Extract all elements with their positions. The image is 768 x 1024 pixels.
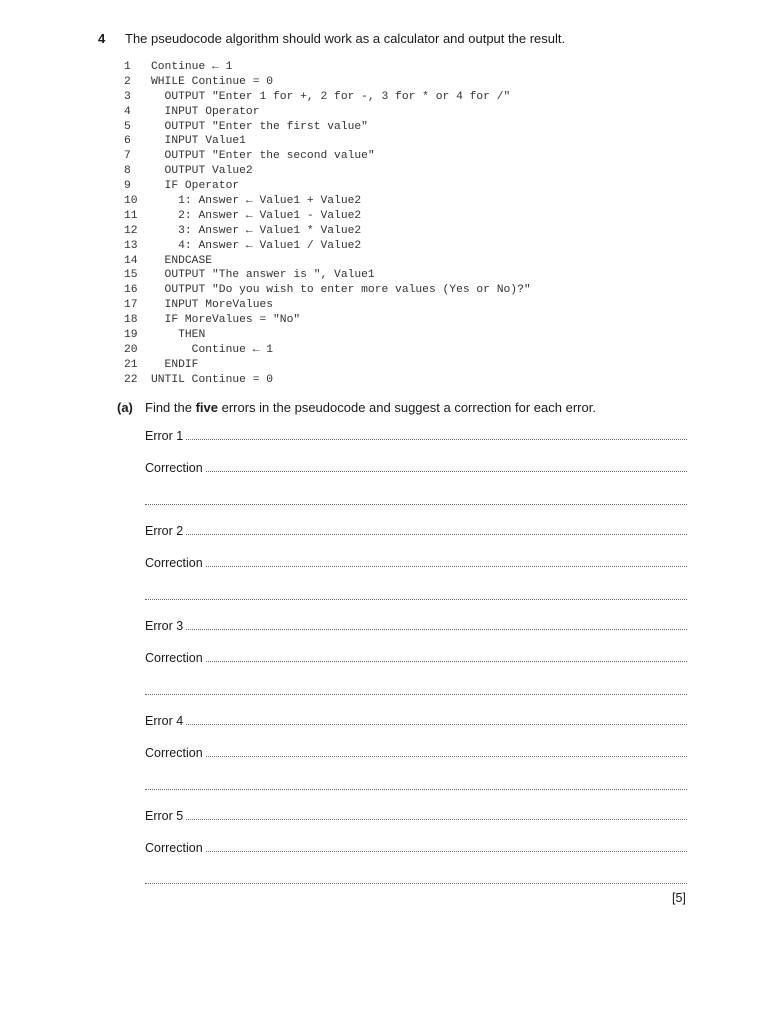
error-3-label: Error 3 — [145, 619, 184, 633]
code-text: ENDIF — [151, 358, 199, 371]
code-text: Continue ← 1 — [151, 343, 274, 356]
correction-5-label: Correction — [145, 841, 203, 855]
correction-4-line[interactable] — [145, 746, 687, 760]
correction-1-line[interactable] — [145, 461, 687, 475]
code-line — [124, 75, 531, 90]
pseudocode-block — [124, 60, 531, 388]
question-text: The pseudocode algorithm should work as a calculator and output the result. — [125, 31, 566, 46]
code-text: THEN — [151, 329, 206, 342]
code-line — [124, 60, 531, 75]
line-number: 11 — [124, 209, 138, 222]
code-text: 4: Answer ← Value1 / Value2 — [151, 239, 362, 252]
code-text: OUTPUT "Do you wish to enter more values (Yes or No)?" — [151, 284, 531, 297]
correction-3-label: Correction — [145, 651, 203, 665]
code-line — [124, 224, 531, 239]
code-line — [124, 149, 531, 164]
line-number: 9 — [124, 180, 131, 193]
code-line — [124, 179, 531, 194]
line-number: 19 — [124, 329, 138, 342]
code-text: WHILE Continue = 0 — [151, 75, 274, 88]
error-2-line[interactable] — [145, 524, 687, 538]
code-line — [124, 358, 531, 373]
line-number: 5 — [124, 120, 131, 133]
code-text: INPUT Operator — [151, 105, 260, 118]
line-number: 4 — [124, 105, 131, 118]
part-a-text-before: Find the — [145, 400, 196, 415]
code-line — [124, 105, 531, 120]
code-text: INPUT Value1 — [151, 135, 246, 148]
line-number: 1 — [124, 61, 131, 73]
line-number: 10 — [124, 195, 138, 208]
line-number: 21 — [124, 358, 138, 371]
line-number: 16 — [124, 284, 138, 297]
code-line — [124, 343, 531, 358]
code-line — [124, 209, 531, 224]
correction-1-continuation[interactable] — [145, 503, 687, 505]
error-4-label: Error 4 — [145, 714, 184, 728]
code-text: IF Operator — [151, 180, 240, 193]
error-4-line[interactable] — [145, 714, 687, 728]
code-text: UNTIL Continue = 0 — [151, 373, 274, 386]
part-a-text-bold: five — [195, 400, 218, 415]
code-line — [124, 298, 531, 313]
code-text: ENDCASE — [151, 254, 213, 267]
code-line — [124, 90, 531, 105]
correction-4-label: Correction — [145, 746, 203, 760]
line-number: 3 — [124, 90, 131, 103]
line-number: 15 — [124, 269, 138, 282]
part-a-instruction — [145, 400, 596, 415]
correction-3-continuation[interactable] — [145, 693, 687, 695]
error-5-label: Error 5 — [145, 809, 184, 823]
code-text: OUTPUT "Enter the second value" — [151, 150, 375, 163]
line-number: 8 — [124, 165, 131, 178]
correction-2-continuation[interactable] — [145, 598, 687, 600]
correction-1-label: Correction — [145, 461, 203, 475]
code-text: IF MoreValues = "No" — [151, 314, 301, 327]
error-1-line[interactable] — [145, 429, 687, 443]
code-line — [124, 120, 531, 135]
line-number: 20 — [124, 343, 138, 356]
correction-5-continuation[interactable] — [145, 882, 687, 884]
part-a-label: (a) — [117, 400, 133, 415]
error-3-line[interactable] — [145, 619, 687, 633]
code-text: OUTPUT "The answer is ", Value1 — [151, 269, 375, 282]
code-text: OUTPUT "Enter the first value" — [151, 120, 368, 133]
part-a-text-after: errors in the pseudocode and suggest a correction for each error. — [218, 400, 596, 415]
line-number: 22 — [124, 373, 138, 386]
code-text: 1: Answer ← Value1 + Value2 — [151, 195, 362, 208]
code-line — [124, 254, 531, 269]
code-line — [124, 194, 531, 209]
correction-4-continuation[interactable] — [145, 788, 687, 790]
line-number: 7 — [124, 150, 131, 163]
line-number: 6 — [124, 135, 131, 148]
marks-total: [5] — [672, 891, 686, 905]
code-text: OUTPUT Value2 — [151, 165, 253, 178]
code-line — [124, 164, 531, 179]
code-line — [124, 283, 531, 298]
correction-3-line[interactable] — [145, 651, 687, 665]
code-line — [124, 373, 531, 388]
correction-2-label: Correction — [145, 556, 203, 570]
code-line — [124, 134, 531, 149]
line-number: 12 — [124, 224, 138, 237]
code-text: 3: Answer ← Value1 * Value2 — [151, 224, 362, 237]
question-number: 4 — [98, 31, 106, 46]
error-2-label: Error 2 — [145, 524, 184, 538]
correction-5-line[interactable] — [145, 841, 687, 855]
code-line — [124, 268, 531, 283]
correction-2-line[interactable] — [145, 556, 687, 570]
code-line — [124, 313, 531, 328]
error-1-label: Error 1 — [145, 429, 184, 443]
line-number: 2 — [124, 75, 131, 88]
code-text: Continue ← 1 — [151, 61, 233, 73]
error-5-line[interactable] — [145, 809, 687, 823]
code-text: INPUT MoreValues — [151, 299, 274, 312]
line-number: 14 — [124, 254, 138, 267]
line-number: 18 — [124, 314, 138, 327]
line-number: 17 — [124, 299, 138, 312]
code-text: OUTPUT "Enter 1 for +, 2 for -, 3 for * or 4 for /" — [151, 90, 511, 103]
code-line — [124, 328, 531, 343]
code-text: 2: Answer ← Value1 - Value2 — [151, 209, 362, 222]
code-line — [124, 239, 531, 254]
line-number: 13 — [124, 239, 138, 252]
